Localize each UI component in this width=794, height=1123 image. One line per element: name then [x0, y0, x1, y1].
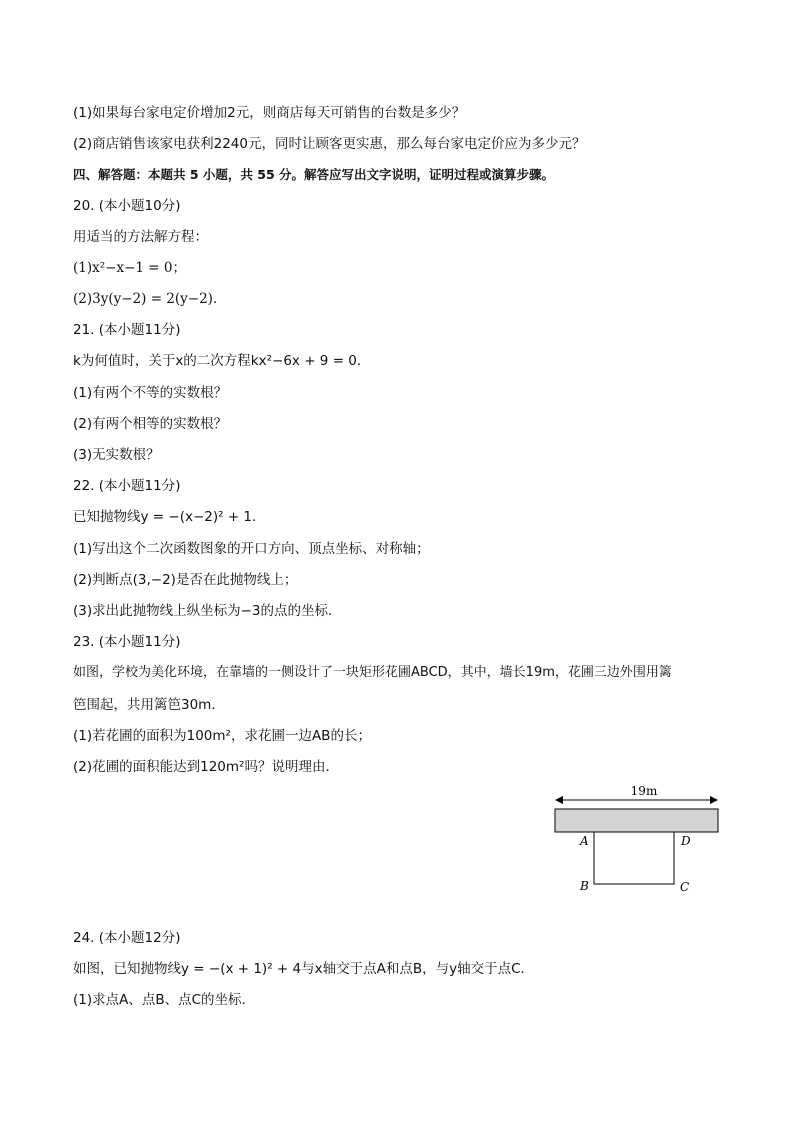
problem-22-part-2: (2)判断点(3,−2)是否在此抛物线上；: [73, 572, 298, 588]
problem-20-header: 20. (本小题10分): [73, 198, 181, 214]
problem-21-part-1: (1)有两个不等的实数根？: [73, 385, 228, 401]
problem-21-header: 21. (本小题11分): [73, 322, 181, 338]
problem-24-stem: 如图，已知抛物线y = −(x + 1)² + 4与x轴交于点A和点B，与y轴交于点C．: [73, 961, 534, 977]
problem-21-part-2: (2)有两个相等的实数根？: [73, 416, 228, 432]
wall: [555, 809, 718, 832]
problem-20-stem: 用适当的方法解方程：: [73, 229, 208, 245]
problem-line-19-1: (1)如果每台家电定价增加2元，则商店每天可销售的台数是多少？: [73, 105, 466, 121]
problem-20-part-1: (1)x²−x−1 = 0；: [73, 260, 186, 276]
problem-23-header: 23. (本小题11分): [73, 634, 181, 650]
point-d-label: D: [681, 834, 691, 848]
problem-23-part-2: (2)花圃的面积能达到120m²吗？说明理由．: [73, 759, 339, 775]
problem-22-stem: 已知抛物线y = −(x−2)² + 1．: [73, 509, 266, 525]
point-b-label: B: [580, 879, 589, 893]
problem-21-stem: k为何值时，关于x的二次方程kx²−6x + 9 = 0．: [73, 353, 371, 369]
problem-24-header: 24. (本小题12分): [73, 930, 181, 946]
point-c-label: C: [680, 880, 690, 894]
problem-23-part-1: (1)若花圃的面积为100m²，求花圃一边AB的长；: [73, 728, 371, 744]
problem-23-stem-2: 笆围起，共用篱笆30m．: [73, 697, 225, 713]
wall-length-label: 19m: [630, 784, 658, 798]
problem-24-part-1: (1)求点A、点B、点C的坐标．: [73, 992, 256, 1008]
problem-22-part-3: (3)求出此抛物线上纵坐标为−3的点的坐标．: [73, 603, 342, 619]
problem-23-stem-1: 如图，学校为美化环境，在靠墙的一侧设计了一块矩形花圃ABCD，其中，墙长19m，花圃三边外围用篱: [73, 665, 672, 680]
garden-rectangle: [594, 832, 674, 884]
section-heading: 四、解答题：本题共 5 小题，共 55 分。解答应写出文字说明，证明过程或演算步骤。: [73, 167, 555, 182]
garden-figure: [540, 780, 730, 896]
point-a-label: A: [580, 834, 589, 848]
problem-22-part-1: (1)写出这个二次函数图象的开口方向、顶点坐标、对称轴；: [73, 541, 430, 557]
problem-20-part-2: (2)3y(y−2) = 2(y−2)．: [73, 291, 227, 307]
problem-line-19-2: (2)商店销售该家电获利2240元，同时让顾客更实惠，那么每台家电定价应为多少元？: [73, 136, 586, 152]
problem-22-header: 22. (本小题11分): [73, 478, 181, 494]
problem-21-part-3: (3)无实数根？: [73, 447, 160, 463]
